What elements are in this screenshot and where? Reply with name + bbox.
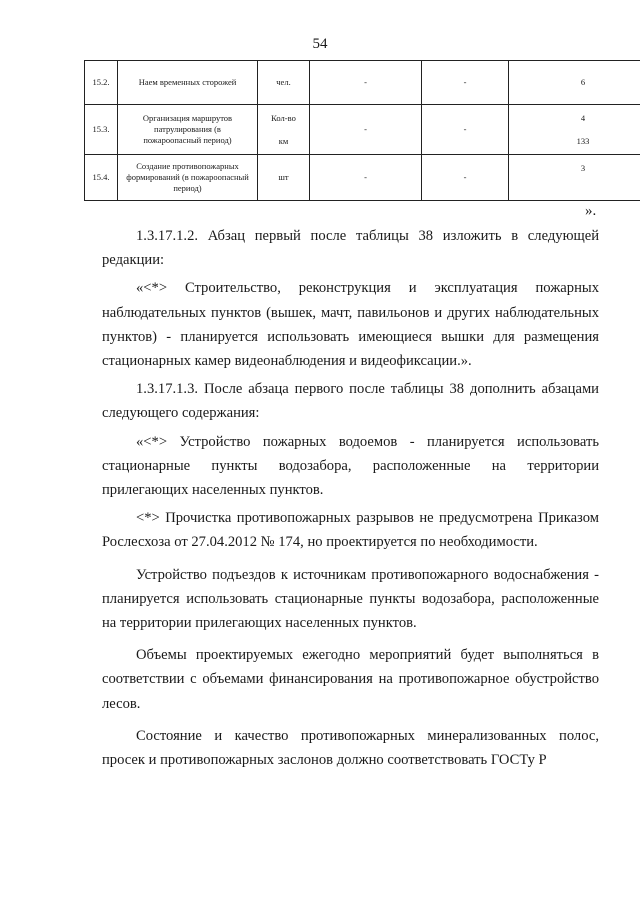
- row-value-a: -: [310, 155, 422, 201]
- row-number: 15.3.: [85, 105, 118, 155]
- paragraph: 1.3.17.1.2. Абзац первый после таблицы 38 изложить в следующей редакции:: [102, 228, 599, 269]
- table-row: [85, 105, 640, 155]
- row-unit: чел.: [258, 61, 310, 105]
- row-value-c: 3: [509, 155, 640, 201]
- row-name: Организация маршрутов патрулирования (в пожароопасный период): [118, 105, 258, 155]
- row-number: 15.2.: [85, 61, 118, 105]
- row-value-a: -: [310, 61, 422, 105]
- page-number: 54: [312, 36, 328, 52]
- paragraph: Устройство подъездов к источникам противопожарного водоснабжения - планируется использовать стационарные пункты водозабора, расположенные на территории прилегающих населенных пунктов.: [102, 566, 599, 632]
- row-value-b: -: [422, 155, 509, 201]
- paragraph: Объемы проектируемых ежегодно мероприятий будет выполняться в соответствии с объемами финансирования на противопожарное обустройство лесов.: [102, 647, 599, 712]
- row-number: 15.4.: [85, 155, 118, 201]
- row-name: Наем временных сторожей: [118, 61, 258, 105]
- body-text: [102, 224, 599, 776]
- paragraph: Состояние и качество противопожарных минерализованных полос, просек и противопожарных заслонов должно соответствовать ГОСТу Р: [102, 727, 599, 769]
- quote-end: ».: [585, 203, 597, 219]
- row-value-a: -: [310, 105, 422, 155]
- row-value-b: -: [422, 61, 509, 105]
- paragraph: «<*> Устройство пожарных водоемов - планируется использовать стационарные пункты водозабора, расположенные на территории прилегающих населенных пунктов.: [102, 433, 599, 499]
- row-unit: шт: [258, 155, 310, 201]
- row-unit: Кол-во км: [258, 105, 310, 155]
- row-value-b: -: [422, 105, 509, 155]
- paragraph: 1.3.17.1.3. После абзаца первого после таблицы 38 дополнить абзацами следующего содержания:: [102, 381, 599, 422]
- row-name: Создание противопожарных формирований (в пожароопасный период): [118, 155, 258, 201]
- measures-table: [84, 60, 640, 201]
- table-row: [85, 155, 640, 201]
- table-row: [85, 61, 640, 105]
- paragraph: «<*> Строительство, реконструкция и эксплуатация пожарных наблюдательных пунктов (вышек, мачт, павильонов и других наблюдательных пунктов) - планируется использовать имеющиеся вышки для размещения стационарных камер видеонаблюдения и видеофиксации.».: [102, 280, 599, 370]
- row-value-c: 6: [509, 61, 640, 105]
- paragraph: <*> Прочистка противопожарных разрывов не предусмотрена Приказом Рослесхоза от 27.04.2012 № 174, но проектируется по необходимости.: [102, 510, 599, 551]
- row-value-c: 4 133: [509, 105, 640, 155]
